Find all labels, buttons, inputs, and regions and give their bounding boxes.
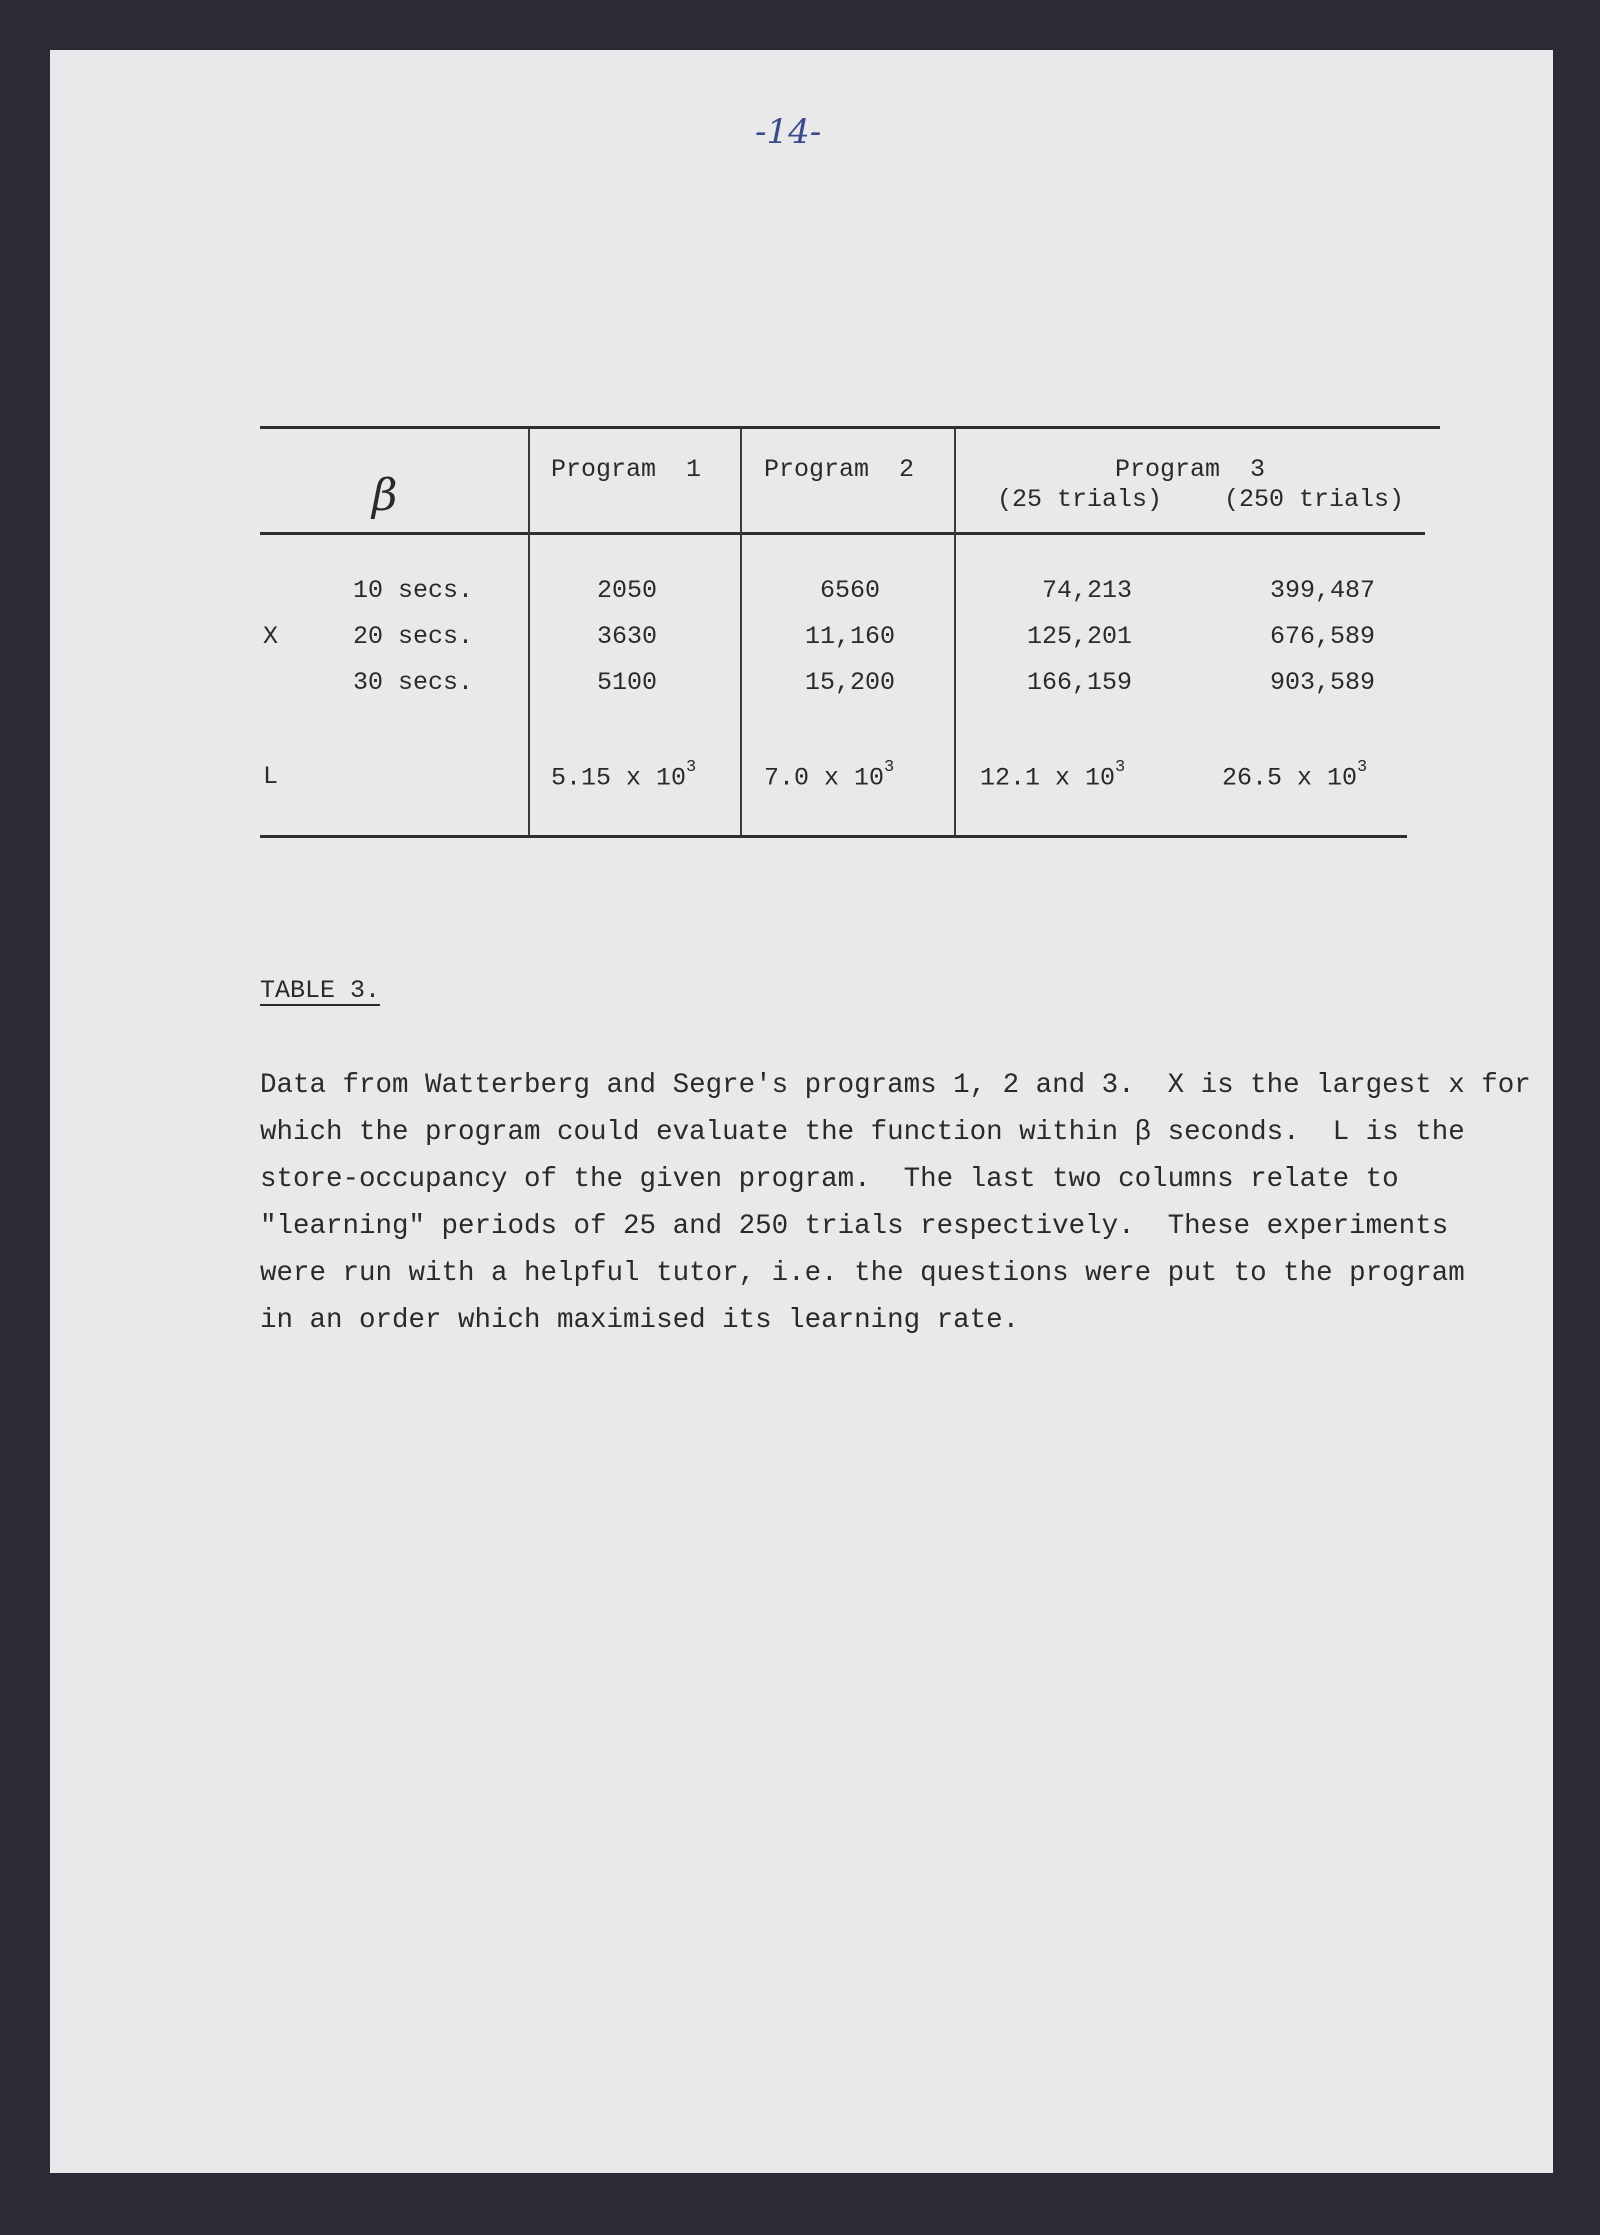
program1-l-cell (551, 758, 697, 793)
program1-cell: 3630 (597, 622, 658, 651)
header-250-trials: (250 trials) (1224, 485, 1405, 514)
column-divider (954, 428, 956, 836)
paragraph-line: were run with a helpful tutor, i.e. the questions were put to the program (260, 1258, 1465, 1289)
paragraph-line: which the program could evaluate the function within β seconds. L is the (260, 1117, 1465, 1148)
beta-cell: 10 secs. (353, 576, 474, 605)
table-header-rule (260, 532, 1425, 535)
header-program-3: Program 3 (1115, 455, 1266, 484)
beta-header: β (372, 470, 398, 521)
exponent: 3 (1357, 758, 1368, 777)
exponent: 3 (686, 758, 697, 777)
header-program-1: Program 1 (551, 455, 702, 484)
header-program-2: Program 2 (764, 455, 915, 484)
program3-25-cell: 74,213 (1041, 576, 1132, 605)
paragraph-line: "learning" periods of 25 and 250 trials respectively. These experiments (260, 1211, 1449, 1242)
beta-cell: 20 secs. (353, 622, 474, 651)
table-bottom-rule (260, 835, 1407, 838)
program1-cell: 5100 (597, 668, 658, 697)
program3-25-cell: 166,159 (1026, 668, 1132, 697)
l-value: 12.1 x 10 (980, 763, 1116, 793)
paragraph-line: Data from Watterberg and Segre's programs 1, 2 and 3. X is the largest x for (260, 1070, 1531, 1101)
page-number: -14- (755, 112, 822, 152)
program2-cell: 15,200 (804, 668, 895, 697)
program3-250-cell: 676,589 (1269, 622, 1375, 651)
l-value: 5.15 x 10 (551, 763, 687, 793)
program3-25-cell: 125,201 (1026, 622, 1132, 651)
table-caption: TABLE 3. (260, 976, 381, 1005)
l-row-label: L (263, 762, 279, 791)
column-divider (740, 428, 742, 836)
header-25-trials: (25 trials) (997, 485, 1163, 514)
program1-cell: 2050 (597, 576, 658, 605)
table-top-rule (260, 426, 1440, 429)
program2-cell: 11,160 (804, 622, 895, 651)
exponent: 3 (884, 758, 895, 777)
program2-cell: 6560 (819, 576, 880, 605)
beta-cell: 30 secs. (353, 668, 474, 697)
program3-250-cell: 903,589 (1269, 668, 1375, 697)
x-row-label: X (263, 622, 279, 651)
l-value: 7.0 x 10 (764, 763, 885, 793)
program3-250-cell: 399,487 (1269, 576, 1375, 605)
l-value: 26.5 x 10 (1222, 763, 1358, 793)
column-divider (528, 428, 530, 836)
description-paragraph (260, 1062, 1531, 1344)
program3-25-l-cell (980, 758, 1126, 793)
paragraph-line: in an order which maximised its learning rate. (260, 1305, 1020, 1336)
program2-l-cell (764, 758, 895, 793)
program3-250-l-cell (1222, 758, 1368, 793)
paragraph-line: store-occupancy of the given program. The last two columns relate to (260, 1164, 1399, 1195)
exponent: 3 (1115, 758, 1126, 777)
